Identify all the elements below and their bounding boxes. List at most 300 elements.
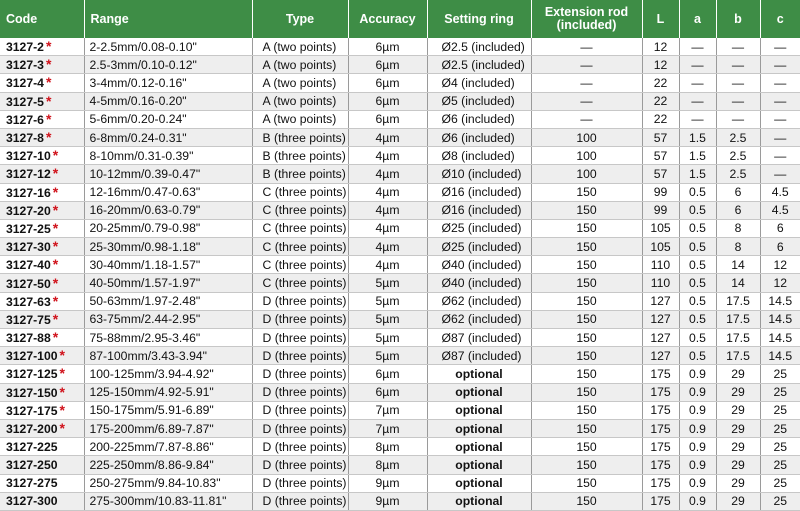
cell-accuracy: 7µm bbox=[348, 401, 427, 419]
cell-type: D (three points) bbox=[252, 383, 348, 401]
cell-type: D (three points) bbox=[252, 401, 348, 419]
cell-extension-rod: 150 bbox=[531, 310, 642, 328]
cell-l: 57 bbox=[642, 128, 679, 146]
table-row bbox=[0, 74, 800, 92]
table-row bbox=[0, 147, 800, 165]
cell-c: 12 bbox=[760, 256, 800, 274]
cell-a: 0.5 bbox=[679, 310, 716, 328]
cell-accuracy: 4µm bbox=[348, 256, 427, 274]
cell-accuracy: 6µm bbox=[348, 365, 427, 383]
cell-b: 8 bbox=[716, 219, 760, 237]
cell-extension-rod: 150 bbox=[531, 219, 642, 237]
code-text: 3127-12 bbox=[6, 167, 51, 182]
star-mark: * bbox=[45, 110, 52, 127]
cell-c: — bbox=[760, 74, 800, 92]
cell-code bbox=[0, 456, 84, 474]
cell-accuracy: 4µm bbox=[348, 147, 427, 165]
cell-extension-rod: 150 bbox=[531, 238, 642, 256]
cell-a: — bbox=[679, 74, 716, 92]
cell-range: 200-225mm/7.87-8.86" bbox=[84, 438, 252, 456]
table-row bbox=[0, 201, 800, 219]
cell-type: D (three points) bbox=[252, 292, 348, 310]
cell-b: 2.5 bbox=[716, 128, 760, 146]
cell-extension-rod: — bbox=[531, 92, 642, 110]
cell-accuracy: 8µm bbox=[348, 456, 427, 474]
star-mark: * bbox=[45, 129, 52, 146]
cell-setting-ring: Ø87 (included) bbox=[427, 329, 531, 347]
cell-range: 50-63mm/1.97-2.48" bbox=[84, 292, 252, 310]
star-mark: * bbox=[52, 310, 59, 327]
star-mark: * bbox=[52, 256, 59, 273]
cell-range: 8-10mm/0.31-0.39" bbox=[84, 147, 252, 165]
cell-b: 17.5 bbox=[716, 347, 760, 365]
cell-b: — bbox=[716, 74, 760, 92]
cell-l: 175 bbox=[642, 474, 679, 492]
cell-range: 2.5-3mm/0.10-0.12" bbox=[84, 56, 252, 74]
cell-b: 2.5 bbox=[716, 165, 760, 183]
cell-accuracy: 5µm bbox=[348, 310, 427, 328]
cell-extension-rod: — bbox=[531, 110, 642, 128]
cell-a: 0.9 bbox=[679, 365, 716, 383]
cell-a: 0.9 bbox=[679, 456, 716, 474]
cell-setting-ring: optional bbox=[427, 401, 531, 419]
cell-accuracy: 9µm bbox=[348, 474, 427, 492]
cell-setting-ring: Ø5 (included) bbox=[427, 92, 531, 110]
cell-c: 4.5 bbox=[760, 183, 800, 201]
cell-b: 29 bbox=[716, 474, 760, 492]
code-text: 3127-63 bbox=[6, 294, 51, 309]
cell-extension-rod: — bbox=[531, 74, 642, 92]
cell-code bbox=[0, 274, 84, 292]
cell-b: — bbox=[716, 38, 760, 56]
cell-a: 0.9 bbox=[679, 438, 716, 456]
cell-code bbox=[0, 438, 84, 456]
cell-c: 25 bbox=[760, 492, 800, 510]
cell-a: 0.9 bbox=[679, 383, 716, 401]
cell-accuracy: 6µm bbox=[348, 92, 427, 110]
cell-a: — bbox=[679, 38, 716, 56]
cell-code bbox=[0, 92, 84, 110]
header-extension-rod-line2: (included) bbox=[556, 18, 617, 32]
cell-l: 175 bbox=[642, 365, 679, 383]
cell-setting-ring: optional bbox=[427, 365, 531, 383]
cell-type: B (three points) bbox=[252, 165, 348, 183]
cell-extension-rod: 100 bbox=[531, 128, 642, 146]
header-accuracy: Accuracy bbox=[348, 0, 427, 38]
table-row bbox=[0, 110, 800, 128]
cell-accuracy: 8µm bbox=[348, 438, 427, 456]
table-row bbox=[0, 165, 800, 183]
cell-code bbox=[0, 292, 84, 310]
table-row bbox=[0, 128, 800, 146]
cell-type: A (two points) bbox=[252, 38, 348, 56]
cell-l: 57 bbox=[642, 147, 679, 165]
code-text: 3127-200 bbox=[6, 422, 58, 437]
cell-extension-rod: 150 bbox=[531, 329, 642, 347]
cell-range: 125-150mm/4.92-5.91" bbox=[84, 383, 252, 401]
cell-extension-rod: — bbox=[531, 56, 642, 74]
cell-c: — bbox=[760, 38, 800, 56]
cell-type: C (three points) bbox=[252, 238, 348, 256]
cell-setting-ring: Ø2.5 (included) bbox=[427, 56, 531, 74]
cell-accuracy: 7µm bbox=[348, 419, 427, 437]
cell-setting-ring: optional bbox=[427, 438, 531, 456]
cell-c: — bbox=[760, 92, 800, 110]
code-text: 3127-8 bbox=[6, 131, 44, 146]
cell-type: C (three points) bbox=[252, 256, 348, 274]
cell-b: 29 bbox=[716, 438, 760, 456]
header-extension-rod bbox=[531, 0, 642, 38]
cell-a: 0.5 bbox=[679, 219, 716, 237]
cell-a: 0.5 bbox=[679, 329, 716, 347]
cell-b: 29 bbox=[716, 492, 760, 510]
cell-code bbox=[0, 310, 84, 328]
cell-setting-ring: Ø4 (included) bbox=[427, 74, 531, 92]
cell-l: 127 bbox=[642, 329, 679, 347]
cell-type: D (three points) bbox=[252, 419, 348, 437]
code-text: 3127-2 bbox=[6, 40, 44, 55]
cell-code bbox=[0, 147, 84, 165]
star-mark: * bbox=[52, 201, 59, 218]
header-extension-rod-line1: Extension rod bbox=[544, 5, 629, 19]
cell-code bbox=[0, 74, 84, 92]
cell-code bbox=[0, 110, 84, 128]
cell-l: 22 bbox=[642, 74, 679, 92]
table-row bbox=[0, 256, 800, 274]
table-row bbox=[0, 183, 800, 201]
cell-l: 12 bbox=[642, 38, 679, 56]
cell-range: 4-5mm/0.16-0.20" bbox=[84, 92, 252, 110]
code-text: 3127-50 bbox=[6, 276, 51, 291]
cell-b: 6 bbox=[716, 183, 760, 201]
star-mark: * bbox=[52, 165, 59, 182]
table-row bbox=[0, 492, 800, 510]
cell-l: 127 bbox=[642, 310, 679, 328]
cell-extension-rod: 150 bbox=[531, 383, 642, 401]
cell-type: C (three points) bbox=[252, 219, 348, 237]
cell-a: 0.5 bbox=[679, 183, 716, 201]
cell-range: 75-88mm/2.95-3.46" bbox=[84, 329, 252, 347]
cell-range: 40-50mm/1.57-1.97" bbox=[84, 274, 252, 292]
cell-c: 14.5 bbox=[760, 310, 800, 328]
cell-l: 175 bbox=[642, 456, 679, 474]
code-text: 3127-300 bbox=[6, 494, 58, 509]
cell-l: 12 bbox=[642, 56, 679, 74]
table-row bbox=[0, 347, 800, 365]
cell-type: D (three points) bbox=[252, 438, 348, 456]
cell-setting-ring: Ø62 (included) bbox=[427, 292, 531, 310]
cell-code bbox=[0, 419, 84, 437]
header-b: b bbox=[716, 0, 760, 38]
cell-l: 175 bbox=[642, 492, 679, 510]
table-row bbox=[0, 474, 800, 492]
cell-code bbox=[0, 201, 84, 219]
cell-code bbox=[0, 492, 84, 510]
code-text: 3127-5 bbox=[6, 94, 44, 109]
cell-c: 14.5 bbox=[760, 347, 800, 365]
cell-type: D (three points) bbox=[252, 347, 348, 365]
cell-type: D (three points) bbox=[252, 329, 348, 347]
cell-accuracy: 4µm bbox=[348, 201, 427, 219]
cell-accuracy: 5µm bbox=[348, 347, 427, 365]
star-mark: * bbox=[59, 347, 65, 364]
cell-range: 30-40mm/1.18-1.57" bbox=[84, 256, 252, 274]
cell-accuracy: 4µm bbox=[348, 183, 427, 201]
cell-setting-ring: Ø25 (included) bbox=[427, 219, 531, 237]
cell-setting-ring: Ø6 (included) bbox=[427, 110, 531, 128]
cell-type: C (three points) bbox=[252, 183, 348, 201]
cell-code bbox=[0, 365, 84, 383]
code-text: 3127-88 bbox=[6, 331, 51, 346]
table-row bbox=[0, 38, 800, 56]
cell-type: A (two points) bbox=[252, 56, 348, 74]
code-text: 3127-3 bbox=[6, 58, 44, 73]
code-text: 3127-275 bbox=[6, 476, 58, 491]
cell-range: 12-16mm/0.47-0.63" bbox=[84, 183, 252, 201]
cell-setting-ring: optional bbox=[427, 456, 531, 474]
cell-c: — bbox=[760, 128, 800, 146]
cell-b: — bbox=[716, 110, 760, 128]
header-code: Code bbox=[0, 0, 84, 38]
cell-accuracy: 5µm bbox=[348, 329, 427, 347]
cell-l: 99 bbox=[642, 183, 679, 201]
cell-b: — bbox=[716, 56, 760, 74]
table-row bbox=[0, 292, 800, 310]
cell-extension-rod: 150 bbox=[531, 456, 642, 474]
cell-b: 17.5 bbox=[716, 310, 760, 328]
cell-l: 127 bbox=[642, 292, 679, 310]
cell-type: B (three points) bbox=[252, 147, 348, 165]
cell-a: 0.5 bbox=[679, 347, 716, 365]
cell-accuracy: 4µm bbox=[348, 238, 427, 256]
header-type: Type bbox=[252, 0, 348, 38]
star-mark: * bbox=[45, 38, 52, 55]
cell-b: 6 bbox=[716, 201, 760, 219]
star-mark: * bbox=[52, 219, 59, 236]
cell-code bbox=[0, 329, 84, 347]
cell-accuracy: 9µm bbox=[348, 492, 427, 510]
cell-c: 25 bbox=[760, 474, 800, 492]
cell-b: 17.5 bbox=[716, 329, 760, 347]
cell-a: 0.9 bbox=[679, 474, 716, 492]
cell-range: 150-175mm/5.91-6.89" bbox=[84, 401, 252, 419]
table-row bbox=[0, 238, 800, 256]
cell-accuracy: 6µm bbox=[348, 383, 427, 401]
cell-b: 8 bbox=[716, 238, 760, 256]
cell-l: 57 bbox=[642, 165, 679, 183]
cell-setting-ring: optional bbox=[427, 383, 531, 401]
cell-c: 25 bbox=[760, 383, 800, 401]
cell-range: 10-12mm/0.39-0.47" bbox=[84, 165, 252, 183]
cell-setting-ring: Ø87 (included) bbox=[427, 347, 531, 365]
table-row bbox=[0, 329, 800, 347]
cell-range: 175-200mm/6.89-7.87" bbox=[84, 419, 252, 437]
cell-setting-ring: optional bbox=[427, 474, 531, 492]
code-text: 3127-6 bbox=[6, 112, 44, 127]
cell-extension-rod: 150 bbox=[531, 401, 642, 419]
cell-a: 0.9 bbox=[679, 419, 716, 437]
cell-c: 14.5 bbox=[760, 329, 800, 347]
cell-extension-rod: 150 bbox=[531, 183, 642, 201]
cell-setting-ring: Ø25 (included) bbox=[427, 238, 531, 256]
cell-a: 0.5 bbox=[679, 274, 716, 292]
cell-extension-rod: 150 bbox=[531, 365, 642, 383]
cell-code bbox=[0, 401, 84, 419]
cell-a: 0.9 bbox=[679, 492, 716, 510]
star-mark: * bbox=[59, 420, 65, 437]
cell-type: A (two points) bbox=[252, 74, 348, 92]
table-row bbox=[0, 456, 800, 474]
cell-extension-rod: 150 bbox=[531, 201, 642, 219]
cell-accuracy: 4µm bbox=[348, 128, 427, 146]
cell-range: 20-25mm/0.79-0.98" bbox=[84, 219, 252, 237]
cell-setting-ring: Ø16 (included) bbox=[427, 183, 531, 201]
cell-c: 25 bbox=[760, 438, 800, 456]
table-row bbox=[0, 438, 800, 456]
cell-type: D (three points) bbox=[252, 310, 348, 328]
cell-a: — bbox=[679, 56, 716, 74]
cell-l: 175 bbox=[642, 383, 679, 401]
cell-l: 175 bbox=[642, 438, 679, 456]
cell-b: 14 bbox=[716, 256, 760, 274]
cell-b: 14 bbox=[716, 274, 760, 292]
cell-code bbox=[0, 128, 84, 146]
code-text: 3127-20 bbox=[6, 203, 51, 218]
cell-setting-ring: Ø62 (included) bbox=[427, 310, 531, 328]
cell-b: 29 bbox=[716, 365, 760, 383]
cell-extension-rod: 150 bbox=[531, 474, 642, 492]
cell-a: 1.5 bbox=[679, 128, 716, 146]
cell-accuracy: 4µm bbox=[348, 165, 427, 183]
cell-range: 87-100mm/3.43-3.94" bbox=[84, 347, 252, 365]
cell-c: 6 bbox=[760, 238, 800, 256]
cell-setting-ring: Ø6 (included) bbox=[427, 128, 531, 146]
cell-type: D (three points) bbox=[252, 474, 348, 492]
code-text: 3127-100 bbox=[6, 349, 58, 364]
code-text: 3127-40 bbox=[6, 258, 51, 273]
code-text: 3127-10 bbox=[6, 149, 51, 164]
cell-code bbox=[0, 256, 84, 274]
cell-accuracy: 4µm bbox=[348, 219, 427, 237]
cell-a: — bbox=[679, 92, 716, 110]
table-row bbox=[0, 365, 800, 383]
star-mark: * bbox=[45, 74, 52, 91]
cell-type: D (three points) bbox=[252, 456, 348, 474]
cell-b: 29 bbox=[716, 383, 760, 401]
cell-code bbox=[0, 56, 84, 74]
cell-l: 99 bbox=[642, 201, 679, 219]
cell-type: A (two points) bbox=[252, 110, 348, 128]
cell-c: 25 bbox=[760, 419, 800, 437]
cell-b: — bbox=[716, 92, 760, 110]
cell-accuracy: 6µm bbox=[348, 38, 427, 56]
code-text: 3127-30 bbox=[6, 240, 51, 255]
cell-range: 3-4mm/0.12-0.16" bbox=[84, 74, 252, 92]
cell-extension-rod: 150 bbox=[531, 292, 642, 310]
table-row bbox=[0, 310, 800, 328]
cell-extension-rod: 150 bbox=[531, 438, 642, 456]
cell-setting-ring: optional bbox=[427, 419, 531, 437]
cell-setting-ring: Ø10 (included) bbox=[427, 165, 531, 183]
cell-range: 100-125mm/3.94-4.92" bbox=[84, 365, 252, 383]
cell-b: 29 bbox=[716, 401, 760, 419]
cell-extension-rod: 150 bbox=[531, 492, 642, 510]
star-mark: * bbox=[52, 238, 59, 255]
cell-code bbox=[0, 38, 84, 56]
star-mark: * bbox=[52, 329, 59, 346]
cell-l: 175 bbox=[642, 401, 679, 419]
cell-code bbox=[0, 219, 84, 237]
cell-code bbox=[0, 183, 84, 201]
table-row bbox=[0, 383, 800, 401]
cell-l: 175 bbox=[642, 419, 679, 437]
table-row bbox=[0, 419, 800, 437]
star-mark: * bbox=[45, 56, 52, 73]
table-row bbox=[0, 92, 800, 110]
cell-range: 5-6mm/0.20-0.24" bbox=[84, 110, 252, 128]
cell-c: — bbox=[760, 56, 800, 74]
code-text: 3127-175 bbox=[6, 403, 58, 418]
table-body bbox=[0, 38, 800, 510]
cell-type: B (three points) bbox=[252, 128, 348, 146]
cell-l: 110 bbox=[642, 256, 679, 274]
cell-range: 275-300mm/10.83-11.81" bbox=[84, 492, 252, 510]
cell-c: 25 bbox=[760, 365, 800, 383]
cell-code bbox=[0, 474, 84, 492]
cell-c: 25 bbox=[760, 456, 800, 474]
star-mark: * bbox=[52, 292, 59, 309]
cell-extension-rod: 150 bbox=[531, 256, 642, 274]
cell-c: 25 bbox=[760, 401, 800, 419]
cell-accuracy: 6µm bbox=[348, 74, 427, 92]
cell-code bbox=[0, 347, 84, 365]
cell-b: 29 bbox=[716, 456, 760, 474]
cell-b: 29 bbox=[716, 419, 760, 437]
cell-code bbox=[0, 383, 84, 401]
cell-extension-rod: 150 bbox=[531, 419, 642, 437]
cell-c: 14.5 bbox=[760, 292, 800, 310]
cell-extension-rod: 150 bbox=[531, 347, 642, 365]
star-mark: * bbox=[52, 147, 59, 164]
star-mark: * bbox=[52, 183, 59, 200]
cell-accuracy: 6µm bbox=[348, 56, 427, 74]
table-row bbox=[0, 401, 800, 419]
cell-c: — bbox=[760, 110, 800, 128]
cell-range: 63-75mm/2.44-2.95" bbox=[84, 310, 252, 328]
code-text: 3127-150 bbox=[6, 385, 58, 400]
cell-a: 1.5 bbox=[679, 165, 716, 183]
header-row bbox=[0, 0, 800, 38]
cell-setting-ring: Ø2.5 (included) bbox=[427, 38, 531, 56]
cell-c: 6 bbox=[760, 219, 800, 237]
cell-extension-rod: — bbox=[531, 38, 642, 56]
cell-l: 127 bbox=[642, 347, 679, 365]
cell-range: 6-8mm/0.24-0.31" bbox=[84, 128, 252, 146]
code-text: 3127-125 bbox=[6, 367, 58, 382]
cell-a: 0.5 bbox=[679, 256, 716, 274]
cell-l: 110 bbox=[642, 274, 679, 292]
cell-l: 22 bbox=[642, 92, 679, 110]
cell-a: 0.5 bbox=[679, 238, 716, 256]
cell-type: D (three points) bbox=[252, 492, 348, 510]
cell-c: 12 bbox=[760, 274, 800, 292]
cell-setting-ring: Ø16 (included) bbox=[427, 201, 531, 219]
star-mark: * bbox=[45, 92, 52, 109]
table-header bbox=[0, 0, 800, 38]
cell-c: — bbox=[760, 165, 800, 183]
header-range: Range bbox=[84, 0, 252, 38]
header-a: a bbox=[679, 0, 716, 38]
